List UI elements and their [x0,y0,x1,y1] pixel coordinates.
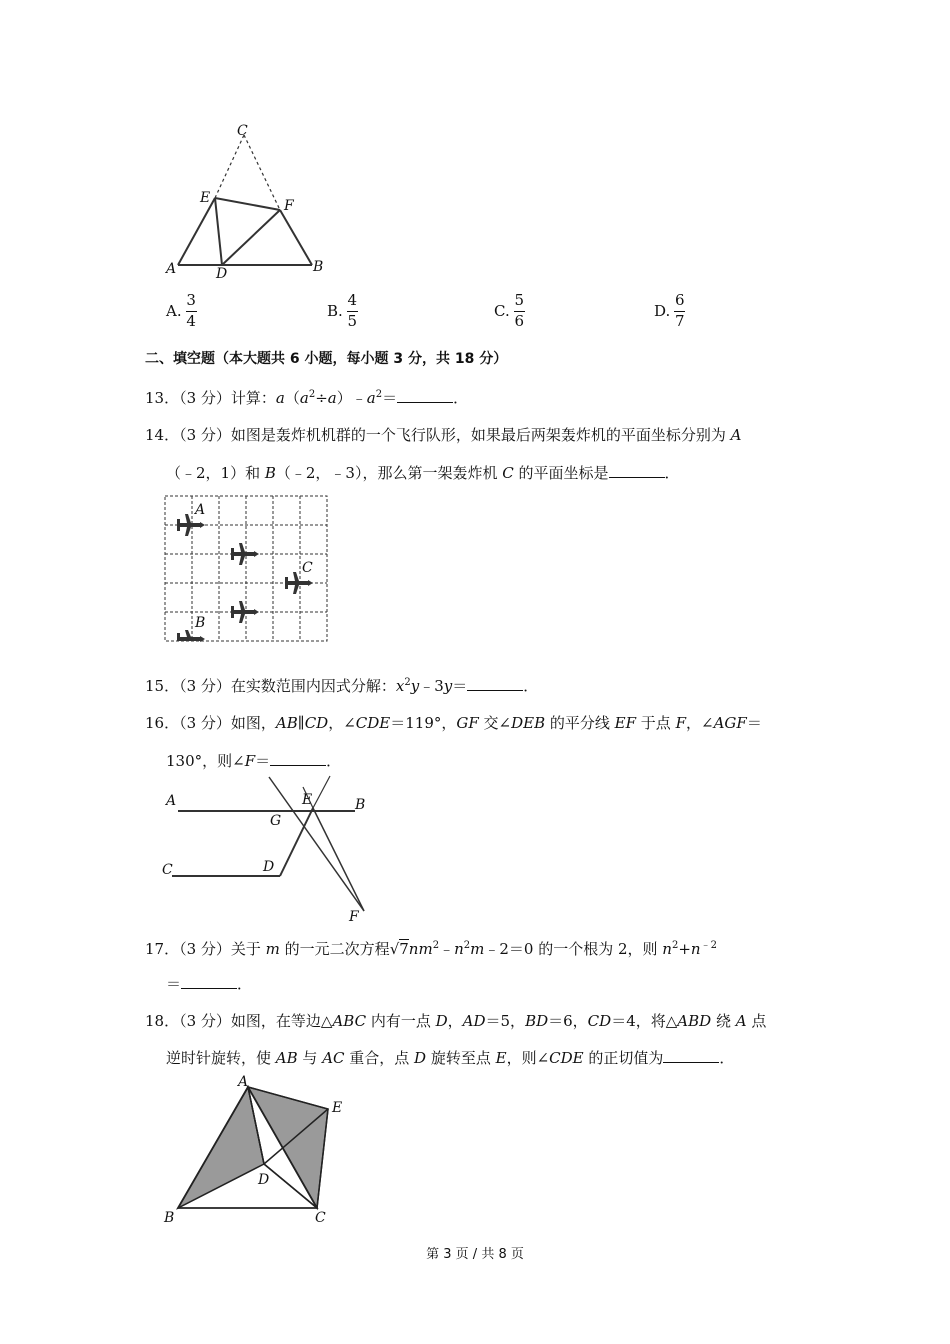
question-14-line2: （﹣2，1）和 B（﹣2，﹣3），那么第一架轰炸机 C 的平面坐标是 ． [166,464,680,482]
option-d[interactable]: D. $\frac{6}{7}$ [654,291,685,330]
label-g: G [270,813,282,829]
label-b: B [195,615,206,631]
option-c[interactable]: C. $\frac{5}{6}$ [494,291,524,330]
option-b[interactable]: B. $\frac{4}{5}$ [327,291,358,330]
question-13: 13．（3 分）计算：$a(a^2\div a)﹣a^2=$ ． [145,389,469,407]
question-18-line2: 逆时针旋转，使 AB 与 AC 重合，点 D 旋转至点 E，则∠CDE 的正切值为 ． [166,1049,735,1067]
label-d: D [263,859,275,875]
label-e: E [200,190,211,206]
label-a: A [238,1074,249,1090]
figure-q12 [160,120,340,285]
question-18-line1: 18．（3 分）如图，在等边△ABC 内有一点 D，AD＝5，BD＝6，CD＝4，将△ABD 绕 A 点 [145,1012,767,1030]
answer-blank[interactable] [663,1048,719,1063]
question-16-line1: 16．（3 分）如图，AB∥CD，∠CDE＝119°，GF 交∠DEB 的平分线 EF 于点 F，∠AGF＝ [145,714,762,732]
label-c: C [162,862,173,878]
page-footer: 第 3 页 / 共 8 页 [426,1247,524,1262]
section-title: 二、填空题（本大题共 6 小题，每小题 3 分，共 18 分） [145,351,508,367]
label-e: E [332,1100,343,1116]
label-b: B [355,797,366,813]
fraction: $\frac{5}{6}$ [514,291,524,330]
question-17-line1: 17．（3 分）关于 m 的一元二次方程$√7nm^2﹣n^2m﹣2=0$ 的一个根为 2，则 $n^2+n^{﹣2}$ [145,940,717,958]
label-a: A [166,793,177,809]
answer-blank[interactable] [270,751,326,766]
label-e: E [302,792,313,808]
option-a[interactable]: A. $\frac{3}{4}$ [166,291,196,330]
label-a: A [166,261,177,277]
label-c: C [237,123,248,139]
label-f: F [349,909,359,925]
answer-blank[interactable] [467,676,523,691]
label-c: C [302,560,313,576]
label-a: A [195,502,206,518]
answer-blank[interactable] [397,388,453,403]
fraction: $\frac{6}{7}$ [674,291,685,330]
figure-q18 [160,1072,360,1227]
question-14-line1: 14．（3 分）如图是轰炸机机群的一个飞行队形，如果最后两架轰炸机的平面坐标分别为 A [145,426,742,444]
answer-blank[interactable] [181,974,237,989]
label-c: C [315,1210,326,1226]
fraction: $\frac{4}{5}$ [347,291,358,330]
label-f: F [284,198,294,214]
answer-blank[interactable] [609,463,665,478]
label-b: B [313,259,324,275]
question-16-line2: 130°，则∠F＝ ． [166,752,342,770]
label-d: D [216,266,228,282]
figure-q14-grid [162,493,332,645]
fraction: $\frac{3}{4}$ [186,291,196,330]
question-15: 15．（3 分）在实数范围内因式分解：$x^2y﹣3y=$ ． [145,677,539,695]
label-d: D [258,1172,270,1188]
label-b: B [164,1210,175,1226]
figure-q16 [160,775,380,925]
question-17-line2: ＝ ． [166,975,253,993]
